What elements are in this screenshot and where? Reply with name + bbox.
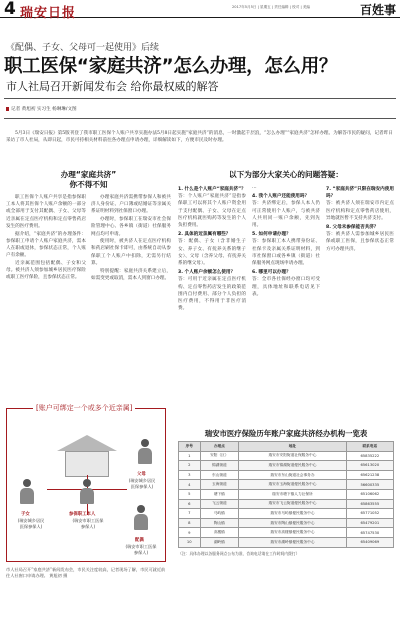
text-column bbox=[6, 194, 86, 282]
table-cell: 8 bbox=[179, 518, 201, 528]
table-cell: 6 bbox=[179, 499, 201, 509]
person-figure bbox=[17, 479, 37, 509]
table-cell: 2 bbox=[179, 461, 201, 471]
table-cell: 65613020 bbox=[346, 461, 393, 471]
paragraph: 特别提醒：家庭共济关系建立后，如需变更或取消，需本人到窗口办理。 bbox=[91, 268, 171, 281]
person-head bbox=[83, 479, 91, 487]
answer: 答：全市各社保经办窗口均可受理，具体地址和联系电话见下表。 bbox=[252, 277, 320, 297]
answer: … bbox=[252, 185, 257, 190]
house-illustration bbox=[57, 435, 117, 475]
person-torso bbox=[20, 488, 34, 504]
house-roof bbox=[57, 435, 117, 451]
qa-columns bbox=[178, 184, 394, 313]
person-figure bbox=[131, 505, 151, 535]
table-row bbox=[179, 461, 394, 471]
table-cell: 1 bbox=[179, 451, 201, 461]
table-row bbox=[179, 518, 394, 528]
person-torso bbox=[134, 514, 148, 530]
byline-marker bbox=[6, 107, 9, 111]
person-head bbox=[141, 439, 149, 447]
table-row bbox=[179, 537, 394, 547]
answer: 答：个人账户“家庭共济”是指参保职工可以将其个人账户资金用于支付配偶、子女、父母在定点医疗机构就医购药等发生的个人负担费用。 bbox=[178, 194, 246, 229]
table-cell: 陶山镇 bbox=[200, 518, 239, 528]
question: 5. 如何申请办理？ bbox=[252, 232, 291, 238]
left-section-title bbox=[6, 170, 171, 190]
left-label: 子女 bbox=[21, 512, 30, 517]
table-row bbox=[179, 451, 394, 461]
table-cell: 56600335 bbox=[346, 480, 393, 490]
issue-meta: 2017年5月5日 | 星期五 | 责任编辑 | 校对 | 美编 bbox=[232, 5, 311, 9]
question: 1. 什么是个人账户“家庭共济”？ bbox=[178, 187, 246, 192]
table-cell: 65863555 bbox=[346, 499, 393, 509]
question: 2. 具体的近亲属有哪些？ bbox=[178, 232, 231, 238]
table-cell: 东山街道 bbox=[200, 470, 239, 480]
bottom-label: 配偶 bbox=[135, 538, 144, 543]
table-row bbox=[179, 470, 394, 480]
table-cell: 安阳（区） bbox=[200, 451, 239, 461]
center-label: 参保职工本人 bbox=[69, 512, 96, 517]
left-section bbox=[6, 170, 171, 282]
person-head bbox=[23, 479, 31, 487]
table-cell: 瑞安市湖岭镇便民服务中心 bbox=[239, 537, 347, 547]
paragraph: 办理时，参保职工在瑞安市社会保险管理中心、各乡镇（街道）社保服务网点均可申请。 bbox=[91, 217, 171, 237]
question: 3. 个人账户余额怎么使用？ bbox=[178, 270, 236, 276]
paragraph: 据介绍，“家庭共济”的办理条件：参保职工申请个人账户家庭共济，需本人在职或退休，参保状态正常，个人账户有余额。 bbox=[6, 231, 86, 259]
table-cell: 瑞安市塘下镇人力社保所 bbox=[239, 489, 347, 499]
left-note: (瑞安城乡居民 医保参保人) bbox=[17, 518, 45, 529]
qa-column bbox=[326, 184, 394, 313]
answer: 答：被共济人需参加城乡居民医保或职工医保，且参保状态正常方可办理共济。 bbox=[326, 232, 394, 252]
table-row bbox=[179, 489, 394, 499]
right-note: (瑞安城乡居民 医保参保人) bbox=[128, 478, 156, 489]
table-body bbox=[179, 451, 394, 547]
byline-text: 记者 黄旭初 实习生 杨琳琳/文图 bbox=[11, 107, 77, 112]
table-cell: 10 bbox=[179, 537, 201, 547]
table-cell: 瑞安市陶山镇便民服务中心 bbox=[239, 518, 347, 528]
table-note: （注：具体办理以各服务网点公布为准，咨询电话请在工作时间内拨打） bbox=[178, 550, 300, 556]
page-number: 4 bbox=[4, 0, 16, 19]
offices-table-section bbox=[178, 428, 394, 557]
column-header: 地址 bbox=[239, 442, 347, 452]
table-cell: 7 bbox=[179, 509, 201, 519]
table-cell: 玉海街道 bbox=[200, 480, 239, 490]
qa-column bbox=[252, 184, 320, 313]
table-row bbox=[179, 528, 394, 538]
masthead bbox=[0, 0, 400, 21]
section-name: 百姓事 bbox=[359, 3, 396, 17]
table-cell: 瑞安市锦湖街道便民服务中心 bbox=[239, 461, 347, 471]
table-cell: 塘下镇 bbox=[200, 489, 239, 499]
answer: 答：共济绑定后，参保人本人仍可正常使用个人账户，与被共济人共用同一账户余额，先到先用。 bbox=[252, 201, 320, 229]
table-cell: 65409069 bbox=[346, 537, 393, 547]
headline: 职工医保“家庭共济”怎么办理，怎么用？ bbox=[4, 56, 338, 77]
answer: 答：配偶、子女（含非婚生子女、养子女、有抚养关系的继子女）、父母（含养父母、有抚养关系的继父母）。 bbox=[178, 239, 246, 267]
paragraph: 办理家庭共济需携带参保人和被共济人身份证、户口簿或结婚证等亲属关系证明材料到社保窗口办理。 bbox=[91, 195, 171, 215]
table-row bbox=[179, 499, 394, 509]
table-cell: 瑞安市飞云街道便民服务中心 bbox=[239, 499, 347, 509]
table-cell: 3 bbox=[179, 470, 201, 480]
left-section-title-text: 办理“家庭共济” 你不得不知 bbox=[60, 170, 117, 189]
table-cell: 飞云街道 bbox=[200, 499, 239, 509]
table-cell: 65835222 bbox=[346, 451, 393, 461]
table-cell: 4 bbox=[179, 480, 201, 490]
divider bbox=[4, 118, 396, 119]
table-cell: 湖岭镇 bbox=[200, 537, 239, 547]
bottom-note: (瑞安市职工医保 参保人) bbox=[125, 544, 157, 555]
paragraph: 使用时，被共济人在定点医疗机构和药店刷社保卡即可，由系统自动从参保职工个人账户中扣除，无需另行结算。 bbox=[91, 239, 171, 266]
right-label: 父母 bbox=[137, 472, 146, 477]
divider bbox=[4, 98, 396, 99]
table-cell: 瑞安市高楼镇便民服务中心 bbox=[239, 528, 347, 538]
qa-column bbox=[178, 184, 246, 313]
house-body bbox=[65, 451, 109, 477]
question: 8. 父母未参保能否共济？ bbox=[326, 225, 379, 231]
lede-paragraph: 5月3日《瑞安日报》第5版刊登了我市职工医保个人账户共享实施办法5月8日起实施“家庭共济”的消息，一时激起千层浪，“怎么办理”“家庭共济”怎样办理。为解答市民的疑问，记者昨日采访了市人社局，从即日起，市民可持相关材料前往各办理点申请办理，详细解读如下，方便市民及时办理。 bbox=[6, 131, 393, 144]
question: 4. 我个人账户还能使用吗？ bbox=[252, 194, 310, 200]
table-cell: 65106062 bbox=[346, 489, 393, 499]
kicker: 《配偶、子女、父母可一起使用》后续 bbox=[6, 43, 160, 53]
table-cell: 高楼镇 bbox=[200, 528, 239, 538]
column-header: 序号 bbox=[179, 442, 201, 452]
table-cell: 5 bbox=[179, 489, 201, 499]
subhead: 市人社局召开新闻发布会 给你最权威的解答 bbox=[6, 80, 219, 93]
table-cell: 9 bbox=[179, 528, 201, 538]
column-header: 联系电话 bbox=[346, 442, 393, 452]
table-cell: 瑞安市玉海街道便民服务中心 bbox=[239, 480, 347, 490]
answer: 答：可用于近亲属在定点医疗机构、定点零售药店发生的政策范围内自付费用、部分个人负担的医疗费用，不得用于非医疗消费。 bbox=[178, 277, 246, 312]
answer: 答：参保职工本人携带身份证、社保卡及亲属关系证明材料，到市社保窗口或各乡镇（街道）社保服务网点现场申请办理。 bbox=[252, 239, 320, 267]
person-torso bbox=[138, 448, 152, 464]
question: 7. “家庭共济”只限在瑞安内使用吗？ bbox=[326, 187, 394, 200]
byline bbox=[6, 106, 77, 112]
table-header-row bbox=[179, 442, 394, 452]
person-figure bbox=[77, 479, 97, 509]
table-cell: 65479201 bbox=[346, 518, 393, 528]
person-figure bbox=[135, 439, 155, 469]
diagram-title: [账户可绑定一个或多个近亲属] bbox=[33, 403, 135, 413]
table-cell: 65621238 bbox=[346, 470, 393, 480]
person-head bbox=[137, 505, 145, 513]
table-cell: 马屿镇 bbox=[200, 509, 239, 519]
family-sharing-diagram bbox=[6, 404, 166, 562]
left-text-columns bbox=[6, 194, 171, 282]
question: 6. 哪里可以办理？ bbox=[252, 270, 291, 276]
offices-table bbox=[178, 441, 394, 548]
paper-name: 瑞安日报 bbox=[20, 6, 77, 21]
table-cell: 锦湖街道 bbox=[200, 461, 239, 471]
table-row bbox=[179, 480, 394, 490]
table-cell: 65747530 bbox=[346, 528, 393, 538]
center-note: (瑞安市职工医保 参保人) bbox=[72, 518, 104, 529]
person-torso bbox=[80, 488, 94, 504]
table-cell: 瑞安市安阳街道社保服务中心 bbox=[239, 451, 347, 461]
table-title: 瑞安市医疗保险历年账户家庭共济经办机构一览表 bbox=[204, 429, 368, 438]
table-cell: 65771052 bbox=[346, 509, 393, 519]
paragraph: 职工医保个人账户共享是指参保职工本人将其医保个人账户余额的一部分或全部用于支付其配偶、子女、父母等近亲属在定点医疗机构和定点零售药店发生的医疗费用。 bbox=[6, 195, 86, 229]
column-header: 办理点 bbox=[200, 442, 239, 452]
table-cell: 瑞安市马屿镇便民服务中心 bbox=[239, 509, 347, 519]
qa-section bbox=[178, 170, 394, 313]
text-column bbox=[91, 194, 171, 282]
photo-caption: 市人社局召开“家庭共济”新闻发布会，市民关注度较高，记者现场了解，市民可就近前往人社窗口申请办理。 黄旭初 摄 bbox=[6, 567, 166, 579]
table-cell: 瑞安市东山街道社会事务办 bbox=[239, 470, 347, 480]
qa-section-title: 以下为部分大家关心的问题答疑： bbox=[229, 170, 343, 179]
paragraph: 近亲属范围包括配偶、子女和父母。被共济人须参加城乡居民医疗保险或职工医疗保险，且参保状态正常。 bbox=[6, 260, 86, 281]
answer: 答：被共济人须在瑞安市内定点医疗机构和定点零售药店使用，异地就医暂不支持共济支付。 bbox=[326, 201, 394, 221]
table-row bbox=[179, 509, 394, 519]
